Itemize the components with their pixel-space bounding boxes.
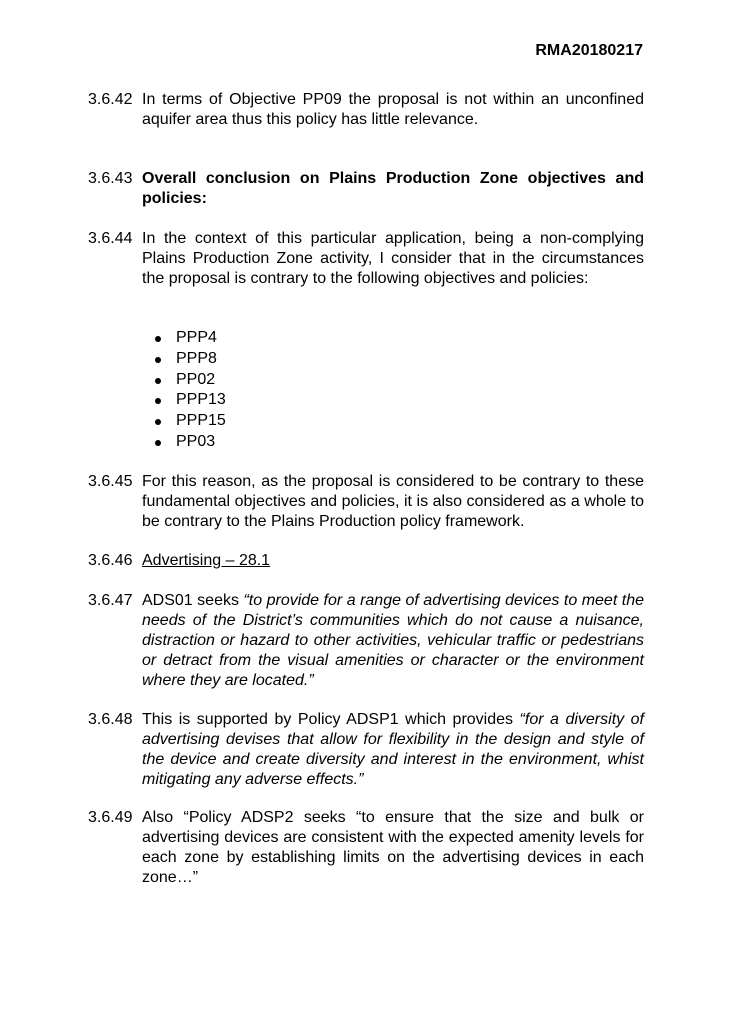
policy-bullet-list [151,328,226,453]
bullet-icon [155,378,161,384]
paragraph-text: In terms of Objective PP09 the proposal is not within an unconfined aquifer area thus this policy has little relevance. [142,91,644,128]
policy-quote: “to provide for a range of advertising devices to meet the needs of the District’s communities which do not cause a nuisance, distraction or hazard to other activities, vehicular traffic or pedestrians or detract from the visual amenities or character or the environment where they are located.” [142,592,644,689]
paragraph-number: 3.6.42 [88,91,133,108]
paragraph-3-6-43 [88,169,644,209]
list-item: PP03 [151,432,226,453]
paragraph-3-6-47 [88,591,644,691]
bullet-icon [155,336,161,342]
list-item: PP02 [151,370,226,391]
paragraph-number: 3.6.43 [88,170,133,187]
paragraph-number: 3.6.49 [88,809,133,826]
paragraph-3-6-44 [88,229,644,289]
paragraph-3-6-49 [88,808,644,888]
paragraph-3-6-42 [88,90,644,130]
list-item: PPP15 [151,411,226,432]
list-item: PPP8 [151,349,226,370]
paragraph-number: 3.6.45 [88,473,133,490]
paragraph-text [142,710,644,790]
paragraph-number: 3.6.46 [88,552,133,569]
bullet-icon [155,357,161,363]
document-reference: RMA20180217 [535,42,643,59]
paragraph-text: In the context of this particular application, being a non-complying Plains Production Zone activity, I consider that in the circumstances the proposal is contrary to the following objectives and policies: [142,230,644,287]
paragraph-text [142,591,644,691]
paragraph-3-6-48 [88,710,644,790]
list-item: PPP4 [151,328,226,349]
policy-quote: “for a diversity of advertising devises that allow for flexibility in the design and style of the device and create diversity and interest in the environment, whist mitigating any adverse effects.” [142,711,644,788]
paragraph-number: 3.6.44 [88,230,133,247]
paragraph-number: 3.6.48 [88,711,133,728]
paragraph-3-6-45 [88,472,644,532]
bullet-icon [155,440,161,446]
paragraph-number: 3.6.47 [88,592,133,609]
paragraph-text: Also “Policy ADSP2 seeks “to ensure that the size and bulk or advertising devices are consistent with the expected amenity levels for each zone by establishing limits on the advertising devices in each zone…” [142,809,644,886]
paragraph-lead: This is supported by Policy ADSP1 which provides [142,711,520,728]
bullet-icon [155,398,161,404]
paragraph-3-6-46 [88,551,644,571]
section-heading: Advertising – 28.1 [142,552,271,569]
paragraph-text: For this reason, as the proposal is considered to be contrary to these fundamental objectives and policies, it is also considered as a whole to be contrary to the Plains Production policy framework. [142,473,644,530]
section-heading: Overall conclusion on Plains Production Zone objectives and policies: [142,170,644,207]
bullet-icon [155,419,161,425]
list-item: PPP13 [151,390,226,411]
paragraph-lead: ADS01 seeks [142,592,244,609]
